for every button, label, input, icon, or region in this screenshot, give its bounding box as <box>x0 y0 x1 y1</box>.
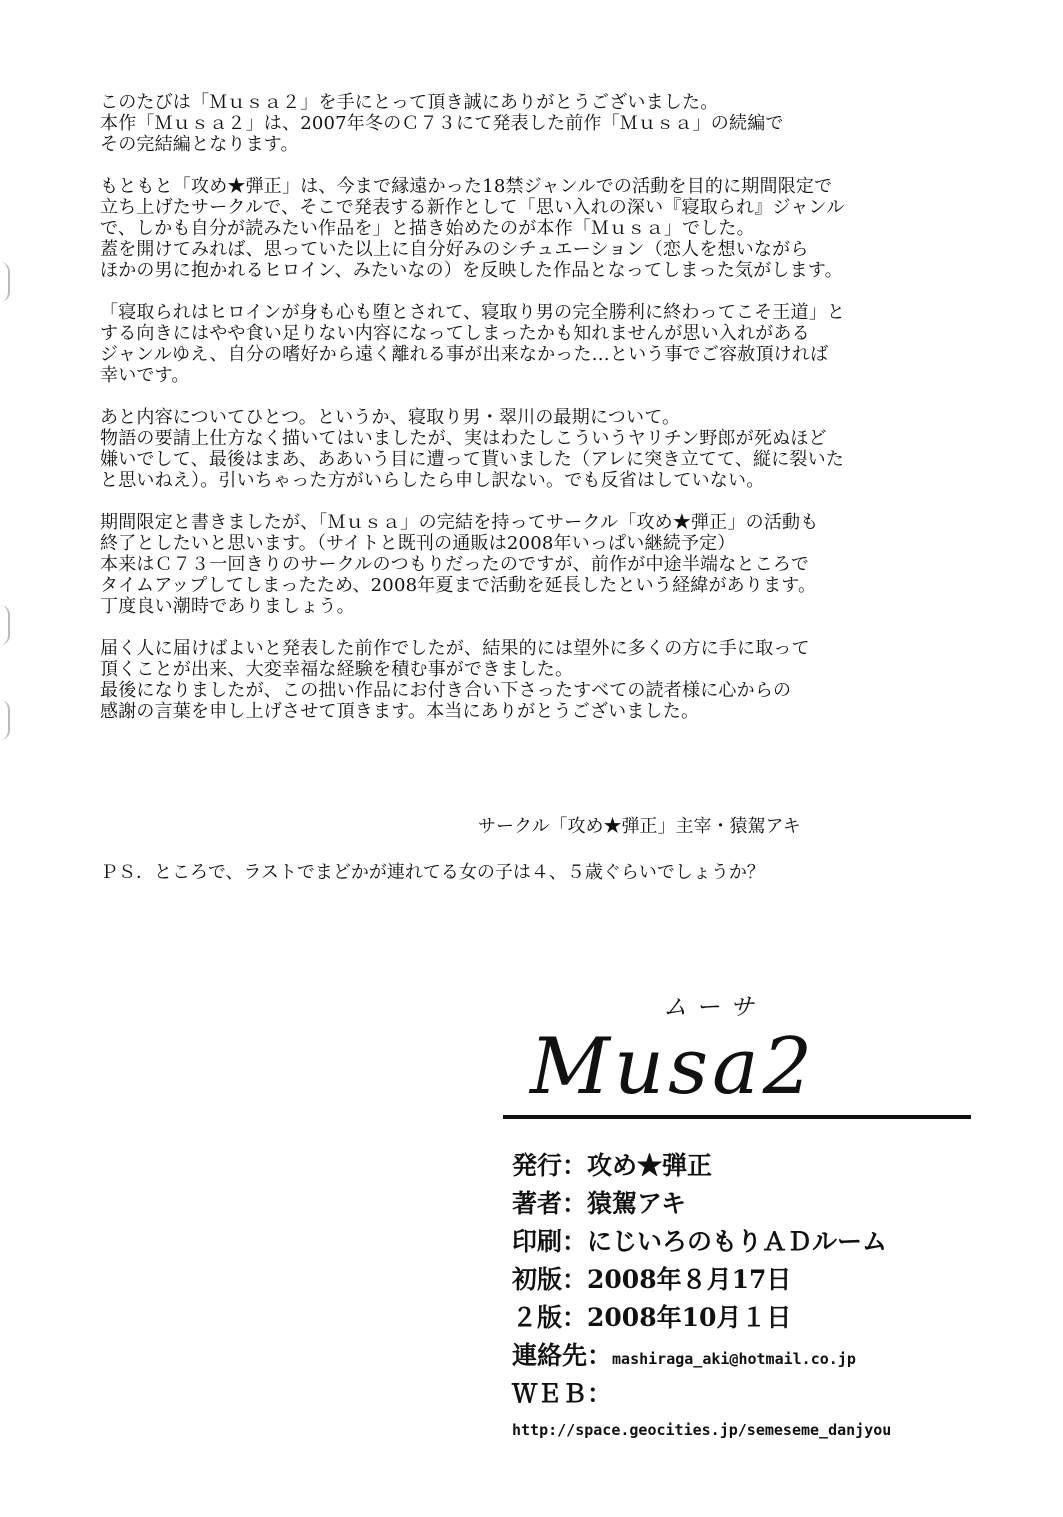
logo-title: Musa2 <box>530 1022 817 1112</box>
colophon-web <box>512 1375 887 1413</box>
paragraph-gap <box>100 491 900 512</box>
web-url: http://space.geocities.jp/semeseme_danjyou <box>512 1421 892 1439</box>
colophon-author <box>512 1185 887 1223</box>
divider <box>503 1115 971 1119</box>
scan-margin-mark <box>0 700 10 740</box>
colophon-first-edition <box>512 1261 887 1299</box>
text-line: ジャンルゆえ、自分の嗜好から遠く離れる事が出来なかった…という事でご容赦頂ければ <box>100 344 829 365</box>
text-line: 本作「Ｍｕｓａ２」は、2007年冬のＣ７３にて発表した前作「Ｍｕｓａ」の続編で <box>100 113 784 134</box>
text-line: 頂くことが出来、大変幸福な経験を積む事ができました。 <box>100 659 574 680</box>
text-line: 蓋を開けてみれば、思っていた以上に自分好みのシチュエーション（恋人を想いながら <box>100 239 809 260</box>
value: 2008年８月17日 <box>587 1265 792 1294</box>
colophon-publisher <box>512 1147 887 1185</box>
postscript: ＰＳ．ところで、ラストでまどかが連れてる女の子は４、５歳ぐらいでしょうか？ <box>100 862 765 883</box>
scan-margin-mark <box>0 262 10 302</box>
text-line: 「寝取られはヒロインが身も心も堕とされて、寝取り男の完全勝利に終わってこそ王道」と <box>100 302 846 323</box>
text-line: 幸いです。 <box>100 365 190 386</box>
label: 著者： <box>512 1189 588 1218</box>
paragraph-gap <box>100 281 900 302</box>
text-line: 嫌いでして、最後はまあ、ああいう目に遭って貰いました（アレに突き立てて、縦に裂いた <box>100 449 845 470</box>
text-line: 丁度良い潮時でありましょう。 <box>100 596 355 617</box>
text-line: する向きにはやや食い足りない内容になってしまったかも知れませんが思い入れがある <box>100 323 810 344</box>
paragraph-gap <box>100 155 900 176</box>
paragraph-gap <box>100 386 900 407</box>
value: 攻め★弾正 <box>587 1151 713 1180</box>
label: 初版： <box>512 1265 588 1294</box>
text-line: 感謝の言葉を申し上げさせて頂きます。本当にありがとうございました。 <box>100 701 700 722</box>
text-line: もともと「攻め★弾正」は、今まで縁遠かった18禁ジャンルでの活動を目的に期間限定で <box>100 176 833 197</box>
text-line: で、しかも自分が読みたい作品を」と描き始めたのが本作「Ｍｕｓａ」でした。 <box>100 218 755 239</box>
text-line: 届く人に届けばよいと発表した前作でしたが、結果的には望外に多くの方に手に取って <box>100 638 810 659</box>
label: ＷＥＢ： <box>512 1379 613 1408</box>
colophon <box>512 1147 887 1413</box>
text-line: ほかの男に抱かれるヒロイン、みたいなの）を反映した作品となってしまった気がします。 <box>100 260 843 281</box>
label: 連絡先： <box>512 1341 613 1370</box>
value: 2008年10月１日 <box>587 1303 792 1332</box>
label: ２版： <box>512 1303 588 1332</box>
value: 猿駕アキ <box>587 1189 687 1218</box>
logo-reading: ムーサ <box>661 993 770 1021</box>
text-line: と思いねえ）。引いちゃった方がいらしたら申し訳ない。でも反省はしていない。 <box>100 470 765 491</box>
text-line: 本来はＣ７３一回きりのサークルのつもりだったのですが、前作が中途半端なところで <box>100 554 810 575</box>
text-line: 物語の要請上仕方なく描いてはいましたが、実はわたしこういうヤリチン野郎が死ぬほど <box>100 428 827 449</box>
paragraph-gap <box>100 617 900 638</box>
signature: サークル「攻め★弾正」主宰・猿駕アキ <box>478 816 801 837</box>
text-line: このたびは「Ｍｕｓａ２」を手にとって頂き誠にありがとうございました。 <box>100 92 719 113</box>
label: 印刷： <box>512 1227 588 1256</box>
contact-email: mashiraga_aki@hotmail.co.jp <box>612 1350 856 1368</box>
text-line: あと内容についてひとつ。というか、寝取り男・翠川の最期について。 <box>100 407 681 428</box>
text-line: 期間限定と書きましたが、「Ｍｕｓａ」の完結を持ってサークル「攻め★弾正」の活動も <box>100 512 819 533</box>
text-line: その完結編となります。 <box>100 134 299 155</box>
text-line: タイムアップしてしまったため、2008年夏まで活動を延長したという経緯があります。 <box>100 575 817 596</box>
text-line: 終了としたいと思います。（サイトと既刊の通販は2008年いっぱい継続予定） <box>100 533 736 554</box>
label: 発行： <box>512 1151 588 1180</box>
colophon-printer <box>512 1223 887 1261</box>
colophon-contact <box>512 1337 887 1375</box>
scan-margin-mark <box>0 605 10 645</box>
value: にじいろのもりＡＤルーム <box>587 1227 888 1256</box>
afterword-text <box>100 92 900 722</box>
colophon-second-edition <box>512 1299 887 1337</box>
title-logo <box>530 992 950 1110</box>
text-line: 立ち上げたサークルで、そこで発表する新作として「思い入れの深い『寝取られ』ジャンル <box>100 197 845 218</box>
text-line: 最後になりましたが、この拙い作品にお付き合い下さったすべての読者様に心からの <box>100 680 792 701</box>
